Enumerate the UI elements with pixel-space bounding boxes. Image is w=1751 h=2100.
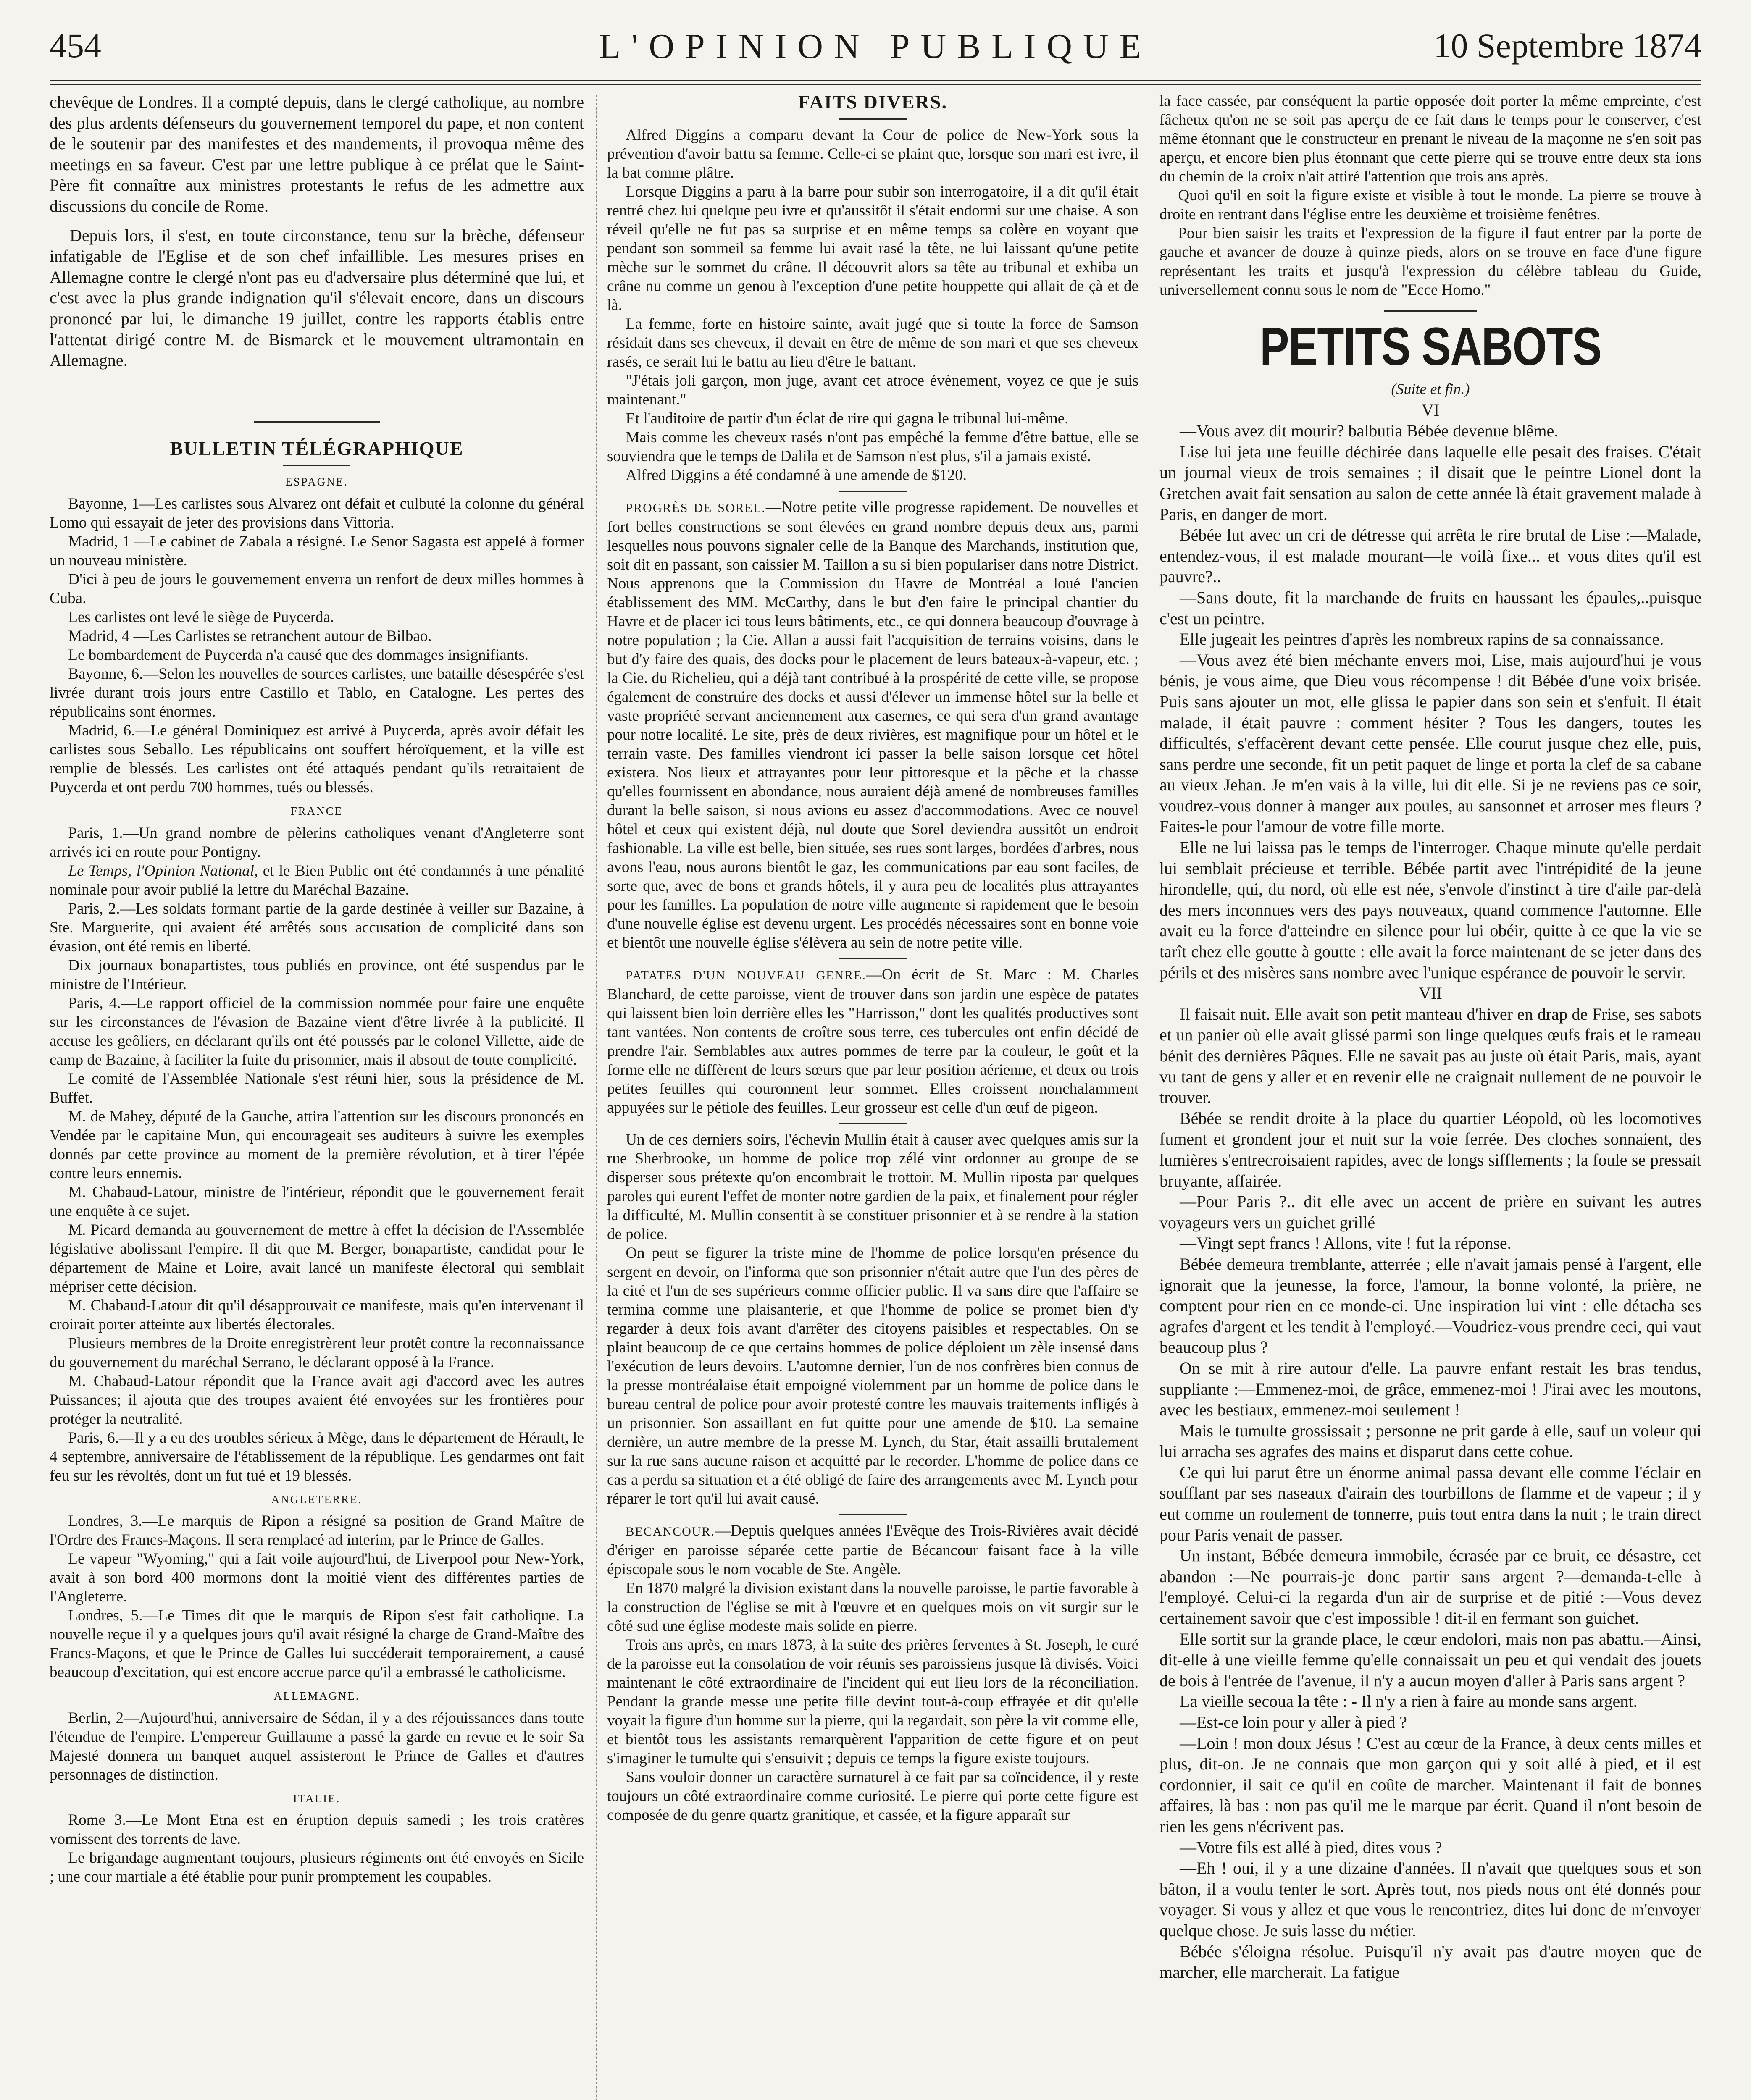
paragraph: On se mit à rire autour d'elle. La pauvre enfant restait les bras tendus, suppliante :—Emmenez-moi, de grâce, emmenez-moi ! J'irai avec les moutons, avec les bestiaux, emmenez-moi seulement ! [1159, 1358, 1701, 1420]
paragraph: Bébée demeura tremblante, atterrée ; elle n'avait jamais pensé à l'argent, elle ignorait que la jeunesse, la force, l'amour, la bonne volonté, la prière, ne comptent pour rien en ce monde-ci. Une inspiration lui vint : elle détacha ses agrafes d'argent et les tendit à l'employé.—Voudriez-vous prendre ceci, qui vaut beaucoup plus ? [1159, 1254, 1701, 1357]
news-item: Le bombardement de Puycerda n'a causé que des dommages insignifiants. [68, 646, 529, 664]
feuilleton-subtitle: (Suite et fin.) [1391, 381, 1470, 397]
subheading-angleterre: ANGLETERRE. [271, 1493, 363, 1506]
news-item: Paris, 6.—Il y a eu des troubles sérieux à Mège, dans le département de Hérault, le 4 septembre, anniversaire de l'établissement de la république. Les gendarmes ont fait feu sur les révoltés, dont un fut tué et 19 blessés. [50, 1429, 584, 1484]
news-item: Plusieurs membres de la Droite enregistrèrent leur protêt contre la reconnaissance du gouvernement du maréchal Serrano, le déclarant opposé à la France. [50, 1334, 584, 1371]
section-rule [1384, 310, 1477, 312]
news-item: Madrid, 4 —Les Carlistes se retranchent autour de Bilbao. [68, 627, 432, 645]
section-rule [839, 958, 907, 959]
paragraph: Quoi qu'il en soit la figure existe et visible à tout le monde. La pierre se trouve à droite en rentrant dans l'église entre les deuxième et troisième fenêtres. [1159, 187, 1701, 223]
paragraph: En 1870 malgré la division existant dans la nouvelle paroisse, le partie favorable à la construction de l'église se mit à l'œuvre et en quelques mois on vit surgir sur le côté sud une église modeste mais solide en pierre. [607, 1579, 1138, 1635]
paragraph: —Est-ce loin pour y aller à pied ? [1180, 1713, 1407, 1732]
run-in-heading: PROGRÈS DE SOREL. [626, 501, 766, 515]
paragraph: La vieille secoua la tête : - Il n'y a rien à faire au monde sans argent. [1180, 1692, 1638, 1711]
paragraph: La femme, forte en histoire sainte, avait jugé que si toute la force de Samson résidait dans ses cheveux, il devait en être de même de son mari et que ses cheveux rasés, ce serait lui le battu au lieu d'être le battant. [607, 315, 1138, 370]
news-item: Paris, 1.—Un grand nombre de pèlerins catholiques venant d'Angleterre sont arrivés ici en route pour Pontigny. [50, 824, 584, 861]
paragraph: Ce qui lui parut être un énorme animal passa devant elle comme l'éclair en soufflant par ses naseaux d'airain des tourbillons de flamme et de vapeur ; il y eut comme un roulement de tonnerre, puis tout entra dans la nuit ; le train direct pour Paris venait de passer. [1159, 1462, 1701, 1544]
news-item: Paris, 2.—Les soldats formant partie de la garde destinée à veiller sur Bazaine, à Ste. Marguerite, qui avaient été arrêtés sous accusation de complicité dans son évasion, ont été remis en liberté. [50, 900, 584, 955]
paragraph: Alfred Diggins a comparu devant la Cour de police de New-York sous la prévention d'avoir battu sa femme. Celle-ci se plaint que, lorsque son mari est ivre, il la bat comme plâtre. [607, 126, 1138, 181]
news-item: Le comité de l'Assemblée Nationale s'est réuni hier, sous la présidence de M. Buffet. [50, 1070, 584, 1106]
news-item: Londres, 3.—Le marquis de Ripon a résigné sa position de Grand Maître de l'Ordre des Francs-Maçons. Il sera remplacé ad interim, par le Prince de Galles. [50, 1512, 584, 1549]
paragraph: —Loin ! mon doux Jésus ! C'est au cœur de la France, à deux cents milles et plus, dit-on. Je ne connais que mon garçon qui y soit allé à pied, et il est cordonnier, il sait ce qu'il en coûte de marcher. Maintenant il fait de bonnes affaires, là bas : non pas qu'il me le marque par écrit. Quand il n'ont besoin de rien les gens n'écrivent pas. [1159, 1733, 1701, 1836]
paragraph: Elle sortit sur la grande place, le cœur endolori, mais non pas abattu.—Ainsi, dit-elle à une vieille femme qu'elle connaissait un peu et qui vendait des jouets de bois à l'entrée de l'avenue, il n'y a aucun moyen d'aller à Paris sans argent ? [1159, 1629, 1701, 1690]
paragraph: chevêque de Londres. Il a compté depuis, dans le clergé catholique, au nombre des plus ardents défenseurs du gouvernement temporel du pape, et non content de le soutenir par des manifestes et des mandements, il provoqua même des meetings en sa faveur. C'est par une lettre publique à ce prélat que le Saint-Père fit connaître aux ministres protestants le refus de les admettre aux discussions du concile de Rome. [50, 92, 584, 215]
section-rule [839, 1514, 907, 1515]
paragraph: Bébée lut avec un cri de détresse qui arrêta le rire brutal de Lise :—Malade, entendez-vous, il est malade mourant—le voilà fixe... et vous dites qu'il est pauvre?.. [1159, 525, 1701, 586]
journal-title: L'OPINION PUBLIQUE [599, 27, 1152, 66]
page-header [50, 26, 1701, 71]
column-2 [607, 92, 1138, 2100]
paragraph-text: —Depuis quelques années l'Evêque des Trois-Rivières avait décidé d'ériger en paroisse séparée cette partie de Bécancour faisant face à la ville épiscopale sous le nom vocable de Ste. Angèle. [607, 1522, 1138, 1578]
column-divider [596, 94, 597, 2100]
paragraph: Trois ans après, en mars 1873, à la suite des prières ferventes à St. Joseph, le curé de la paroisse eut la consolation de voir réunis ses paroissiens jusque là divisés. Voici maintenant le côté extraordinaire de l'incident qui eut lieu lors de la réconciliation. Pendant la grande messe une petite fille devint tout-à-coup effrayée et dit qu'elle voyait la figure d'un homme sur la pierre, qui la regardait, son père la vit comme elle, et bientôt tous les assistants remarquèrent l'apparition de cette figure et on peut s'imaginer le tumulte qui s'ensuivit ; depuis ce temps la figure existe toujours. [607, 1636, 1138, 1767]
paragraph: —Pour Paris ?.. dit elle avec un accent de prière en suivant les autres voyageurs vers un guichet grillé [1159, 1192, 1701, 1232]
paragraph: Et l'auditoire de partir d'un éclat de rire qui gagna le tribunal lui-même. [626, 410, 1069, 427]
paragraph: Un de ces derniers soirs, l'échevin Mullin était à causer avec quelques amis sur la rue Sherbrooke, un homme de police trop zélé vint ordonner au groupe de se disperser sous prétexte qu'on encombrait le trottoir. M. Mullin riposta par quelques paroles qui eurent l'effet de monter notre gardien de la paix, et finalement pour régler la difficulté, M. Mullin consentit à se constituer prisonnier et à se rendre à la station de police. [607, 1131, 1138, 1243]
news-item: M. Picard demanda au gouvernement de mettre à effet la décision de l'Assemblée législative abolissant l'empire. Il dit que M. Berger, bonapartiste, candidat pour le département de Maine et Loire, avait lancé un manifeste électoral qui semblait mépriser cette décision. [50, 1221, 584, 1295]
news-item: M. Chabaud-Latour dit qu'il désapprouvait ce manifeste, mais qu'en intervenant il croirait porter atteinte aux libertés électorales. [50, 1297, 584, 1333]
column-1 [50, 92, 584, 2100]
news-item: Madrid, 6.—Le général Dominiquez est arrivé à Puycerda, après avoir défait les carlistes sous Seballo. Les républicains ont souffert héroïquement, et la ville est remplie de blessés. Les carlistes ont été attaqués pendant qu'ils retraitaient de Puycerda et ont perdu 700 hommes, tués ou blessés. [50, 722, 584, 796]
news-text: , et le Bien Public ont été condamnés à une pénalité nominale pour avoir publié la lettre du Maréchal Bazaine. [50, 862, 584, 898]
paragraph: Il faisait nuit. Elle avait son petit manteau d'hiver en drap de Frise, ses sabots et un panier où elle avait glissé parmi son linge quelques œufs frais et le rameau bénit des dernières Pâques. Elle ne savait pas au juste où était Paris, mais, ayant vu tant de gens y aller et en revenir elle ne craignait nullement de ne pouvoir le trouver. [1159, 1004, 1701, 1107]
news-item: Bayonne, 1—Les carlistes sous Alvarez ont défait et culbuté la colonne du général Lomo qui essayait de jeter des provisions dans Vittoria. [50, 495, 584, 531]
section-rule [254, 421, 380, 424]
issue-date: 10 Septembre 1874 [1433, 26, 1701, 65]
chapter-number: VI [1421, 400, 1440, 420]
paragraph-text: —On écrit de St. Marc : M. Charles Blanchard, de cette paroisse, vient de trouver dans son jardin une espèce de patates qui laissent bien loin derrière elles les "Harrisson," dont les qualités productives sont tant vantées. Non contents de croître sous terre, ces tubercules ont enfin décidé de prendre l'air. Semblables aux autres pommes de terre par la couleur, le goût et la forme elle ne diffèrent de leurs sœurs que par leur position aérienne, et deux ou trois petites feuilles qui couronnent leur sommet. Elles croissent nonchalamment appuyées sur le pétiole des feuilles. Leur grosseur est celle d'un œuf de pigeon. [607, 966, 1138, 1116]
subheading-italie: ITALIE. [293, 1792, 341, 1805]
news-item: Bayonne, 6.—Selon les nouvelles de sources carlistes, une bataille désespérée s'est livrée durant trois jours entre Castillo et Tablo, en Catalogne. Les pertes des républicains sont énormes. [50, 665, 584, 720]
paragraph: Lorsque Diggins a paru à la barre pour subir son interrogatoire, il a dit qu'il était rentré chez lui quelque peu ivre et qu'aussitôt il s'était endormi sur une chaise. A son réveil qu'elle ne fut pas sa surprise et en même temps sa colère en voyant que pendant son sommeil sa femme lui avait rasé la tête, ne lui laissant qu'une petite mèche sur le sommet du crâne. Il découvrit alors sa tête au tribunal et exhiba un crâne nu comme un genou à l'exception d'une petite houppette qui allait de çà et de là. [607, 183, 1138, 314]
news-item: Le vapeur "Wyoming," qui a fait voile aujourd'hui, de Liverpool pour New-York, avait à son bord 400 mormons dont la moitié vient des différentes parties de l'Angleterre. [50, 1550, 584, 1606]
paragraph: Bébée s'éloigna résolue. Puisqu'il n'y avait pas d'autre moyen que de marcher, elle marcherait. La fatigue [1159, 1942, 1701, 1982]
paragraph: Un instant, Bébée demeura immobile, écrasée par ce bruit, ce désastre, cet abandon :—Ne pourrais-je donc partir sans argent ?—demanda-t-elle à l'employé. Celui-ci la regarda d'un air de surprise et de pitié :—Vous devez certainement savoir que c'est impossible ! dit-il en fermant son guichet. [1159, 1546, 1701, 1628]
paragraph: Alfred Diggins a été condamné à une amende de $120. [626, 466, 967, 484]
paragraph-text: —Notre petite ville progresse rapidement. De nouvelles et fort belles constructions se sont élevées en grand nombre depuis deux ans, parmi lesquelles nous pouvons signaler celle de la Banque des Marchands, institution que, soit dit en passant, son caissier M. Taillon a su si bien populariser dans notre District. Nous apprenons que la Commission du Havre de Montréal a loué l'ancien établissement des MM. McCarthy, dans le but d'en faire le principal chantier du Havre et de placer ici tous leurs bâtiments, etc., ce qui donnera beaucoup d'ouvrage à notre population ; la Cie. Allan a aussi fait l'acquisition de terrains voisins, dans le but d'y faire des quais, des docks pour le placement de leurs bateaux-à-vapeur, etc. ; la Cie. du Richelieu, qui a déjà tant contribué à la prospérité de cette ville, se propose également de construire des docks et aussi d'élever un immense hôtel sur la belle et vaste propriété servant anciennement aux casernes, ce qui sera d'un grand avantage pour notre localité. Le site, près de deux rivières, est magnifique pour un hôtel et le terrain vaste. Des familles viendront ici passer la belle saison lorsque cet hôtel existera. Nos lieux et attrayantes pour leur pittoresque et la pêche et la chasse qu'elles fournissent en abondance, nous auraient déjà amené de nombreuses familles durant la belle saison, si nous avions eu assez d'accommodations. Avec ce nouvel hôtel et ceux qui existent déjà, nul doute que Sorel deviendra aussitôt un endroit fashionable. La ville est belle, bien située, ses rues sont larges, bordées d'arbres, nous avons l'eau, nous aurons bientôt le gaz, les communications par eau sont faciles, de sorte que, avec de bons et grands hôtels, il y aura peu de localités plus attrayantes pour les familles. La population de notre ville augmente si rapidement que le besoin d'une nouvelle église est devenu urgent. Les procédés nécessaires sont en bonne voie et bientôt une nouvelle église s'élèvera au sein de notre petite ville. [607, 498, 1138, 951]
run-in-heading: PATATES D'UN NOUVEAU GENRE. [626, 968, 866, 982]
news-item: M. de Mahey, député de la Gauche, attira l'attention sur les discours prononcés en Vendée par le capitaine Mun, qui encourageait ses auditeurs à suivre les exemples donnés par cette province au moment de la première révolution, et à tirer l'épée contre leurs ennemis. [50, 1108, 584, 1182]
chapter-number: VII [1419, 984, 1442, 1003]
section-rule [839, 1123, 907, 1124]
paragraph: Mais comme les cheveux rasés n'ont pas empêché la femme d'être battue, elle se souviendra que le temps de Dalila et de Samson n'est plus, s'il a jamais existé. [607, 428, 1138, 465]
paragraph: —Vous avez été bien méchante envers moi, Lise, mais aujourd'hui je vous bénis, je vous aime, que Dieu vous récompense ! dit Bébée d'une voix brisée. Puis sans ajouter un mot, elle glissa le papier dans son sein et s'enfuit. Il était malade, il était pauvre : comment hésiter ? Tous les dangers, toutes les difficultés, s'effacèrent devant cette pensée. Elle courut jusque chez elle, puis, sans perdre une seconde, fit un petit paquet de linge et porta la clef de sa cabane au vieux Jehan. Je m'en vais à la ville, lui dit elle. Si je ne reviens pas ce soir, voudrez-vous donner à manger aux poules, au sansonnet et arroser mes fleurs ? Faites-le pour l'amour de votre fille morte. [1159, 650, 1701, 836]
news-item: Berlin, 2—Aujourd'hui, anniversaire de Sédan, il y a des réjouissances dans toute l'étendue de l'empire. L'empereur Guillaume a passé la garde en revue et le soir Sa Majesté donnera un banquet auquel assisteront le Prince de Galles et d'autres personnages de distinction. [50, 1709, 584, 1783]
paragraph [607, 498, 1138, 952]
paragraph: Depuis lors, il s'est, en toute circonstance, tenu sur la brèche, défenseur infatigable de l'Eglise et de son chef infaillible. Les mesures prises en Allemagne contre le clergé n'ont pas eu d'adversaire plus déterminé que lui, et c'est avec la plus grande indignation qu'il s'élevait encore, dans un discours prononcé par lui, le dimanche 19 juillet, contre les rapports établis entre l'attentat dirigé contre M. de Bismarck et le mouvement ultramontain en Allemagne. [50, 226, 584, 370]
run-in-heading: BECANCOUR. [626, 1524, 715, 1538]
paragraph: Pour bien saisir les traits et l'expression de la figure il faut entrer par la porte de gauche et avancer de douze à quinze pieds, alors on se trouve en face d'une figure représentant les traits et jusqu'à l'expression du célèbre tableau du Guide, universellement connu sous le nom de "Ecce Homo." [1159, 225, 1701, 299]
paragraph: —Vingt sept francs ! Allons, vite ! fut la réponse. [1180, 1234, 1512, 1253]
paragraph: Elle ne lui laissa pas le temps de l'interroger. Chaque minute qu'elle perdait lui semblait précieuse et terrible. Bébée partit avec l'intrépidité de la jeune hirondelle, qui, du nord, où elle est née, s'envole d'instinct à tire d'aile par-delà des mers inconnues vers des pays nouveaux, quand commence l'automne. Elle avait eu la force d'atteindre en silence pour lui obéir, quitte à ce que la vie se tarît chez elle goutte à goutte : elle avait la force maintenant de se jeter dans des périls et des misères sans nombre avec l'unique espérance de pouvoir le servir. [1159, 838, 1701, 982]
news-item: D'ici à peu de jours le gouvernement enverra un renfort de deux milles hommes à Cuba. [50, 570, 584, 607]
paragraph: Bébée se rendit droite à la place du quartier Léopold, où les locomotives fument et grondent jour et nuit sur la voie ferrée. Des cloches sonnaient, des lumières s'entrecroisaient rapides, avec de longs sifflements ; la foule se pressait bruyante, affairée. [1159, 1108, 1701, 1190]
paragraph: —Votre fils est allé à pied, dites vous ? [1180, 1838, 1442, 1857]
news-item: Madrid, 1 —Le cabinet de Zabala a résigné. Le Senor Sagasta est appelé à former un nouveau ministère. [50, 533, 584, 569]
news-item [50, 861, 584, 899]
paragraph: la face cassée, par conséquent la partie opposée doit porter la même empreinte, c'est fâcheux qu'on ne se soit pas aperçu de ce fait dans le temps pour le conserver, c'est même étonnant que le constructeur en prenant le niveau de la maçonne ne s'en soit pas aperçu, et encore bien plus étonnant que cette pierre qui se trouve entre deux sta ions du chemin de la croix n'ait attiré l'attention que trois ans après. [1159, 92, 1701, 185]
news-item: Les carlistes ont levé le siège de Puycerda. [68, 608, 334, 626]
paragraph [607, 1521, 1138, 1579]
paragraph: —Sans doute, fit la marchande de fruits en haussant les épaules,..puisque c'est un peintre. [1159, 588, 1701, 628]
page-number: 454 [50, 26, 101, 65]
subheading-espagne: ESPAGNE. [285, 475, 348, 488]
feuilleton-title: PETITS SABOTS [1259, 317, 1601, 377]
column-3 [1159, 92, 1701, 2100]
header-rule [50, 80, 1701, 85]
news-item: Paris, 4.—Le rapport officiel de la commission nommée pour faire une enquête sur les circonstances de l'évasion de Bazaine vient d'être livrée à la publicité. Il accuse les geôliers, en déclarant qu'ils ont été poussés par le colonel Villette, aide de camp de Bazaine, à faciliter la fuite du prisonnier, mais il absout de toute complicité. [50, 994, 584, 1068]
section-rule [839, 118, 907, 120]
paragraph: Mais le tumulte grossissait ; personne ne prit garde à elle, sauf un voleur qui lui arracha ses agrafes des mains et disparut dans cette cohue. [1159, 1421, 1701, 1461]
paragraph: "J'étais joli garçon, mon juge, avant cet atroce évènement, voyez ce que je suis maintenant." [607, 372, 1138, 408]
news-item: Rome 3.—Le Mont Etna est en éruption depuis samedi ; les trois cratères vomissent des torrents de lave. [50, 1811, 584, 1848]
section-heading-bulletin: BULLETIN TÉLÉGRAPHIQUE [170, 437, 464, 459]
paragraph: On peut se figurer la triste mine de l'homme de police lorsqu'en présence du sergent en devoir, on l'informa que son prisonnier n'était autre que l'un des pères de la cité et l'un de ses supérieurs comme officier public. Il va sans dire que l'affaire se termina comme une plaisanterie, et que l'homme de police se promet bien d'y regarder à deux fois avant d'arrêter des citoyens paisibles et respectables. On se plaint beaucoup de ce que certains hommes de police déploient un zèle insensé dans l'exécution de leurs devoirs. L'automne dernier, l'un de nos confrères bien connus de la presse montréalaise était empoigné violemment par un homme de police dans le bureau central de police pour avoir protesté contre les mauvais traitements infligés à un prisonnier. Son assaillant en fut quitte pour une amende de $10. La semaine dernière, un autre membre de la presse M. Lynch, du Star, était assailli brutalement sur la rue sans aucune raison et acquitté par le recorder. L'homme de police dans ce cas a perdu sa situation et a été obligé de faire des arrangements avec M. Lynch pour réparer le tort qu'il lui avait causé. [607, 1244, 1138, 1507]
paragraph: —Vous avez dit mourir? balbutia Bébée devenue blême. [1180, 421, 1559, 441]
section-rule [839, 491, 907, 492]
paragraph: Lise lui jeta une feuille déchirée dans laquelle elle pesait des fraises. C'était un journal vieux de trois semaines ; il disait que le peintre Lionel dont la Gretchen avait fait sensation au salon de cette année là était gravement malade à Paris, en danger de mort. [1159, 442, 1701, 524]
paragraph: Sans vouloir donner un caractère surnaturel à ce fait par sa coïncidence, il y reste toujours un côté extraordinaire comme curiosité. Le pierre qui porte cette figure est composée de du genre quartz granitique, et cassée, et la figure apparaît sur [607, 1768, 1138, 1824]
subheading-allemagne: ALLEMAGNE. [273, 1690, 360, 1703]
section-heading-faits-divers: FAITS DIVERS. [798, 92, 947, 113]
news-item: Londres, 5.—Le Times dit que le marquis de Ripon s'est fait catholique. La nouvelle reçue il y a quelques jours qu'il avait résigné la charge de Grand-Maître des Francs-Maçons, et que le Prince de Galles lui succéderait temporairement, a causé beaucoup d'excitation, qui est encore accrue parce qu'il a embrassé le catholicisme. [50, 1607, 584, 1681]
news-item: Le brigandage augmentant toujours, plusieurs régiments ont été envoyés en Sicile ; une cour martiale a été établie pour punir promptement les coupables. [50, 1849, 584, 1886]
subheading-france: FRANCE [290, 804, 343, 817]
news-item: M. Chabaud-Latour répondit que la France avait agi d'accord avec les autres Puissances; il ajouta que des troupes avaient été envoyées sur les frontières pour protéger la neutralité. [50, 1372, 584, 1428]
paragraph: Elle jugeait les peintres d'après les nombreux rapins de sa connaissance. [1180, 630, 1664, 649]
newspaper-names: Le Temps, l'Opinion National [68, 862, 255, 879]
paragraph [607, 965, 1138, 1117]
news-item: Dix journaux bonapartistes, tous publiés en province, ont été suspendus par le ministre de l'Intérieur. [50, 956, 584, 993]
news-item: M. Chabaud-Latour, ministre de l'intérieur, répondit que le gouvernement ferait une enquête à ce sujet. [50, 1183, 584, 1220]
section-rule [283, 465, 350, 466]
paragraph: —Eh ! oui, il y a une dizaine d'années. Il n'avait que quelques sous et son bâton, il a voulu tenter le sort. Après tout, nos pieds nous ont été donnés pour voyager. Si vous y allez et que vous le rencontriez, dites lui donc de m'envoyer quelque chose. Je suis lasse du métier. [1159, 1858, 1701, 1940]
